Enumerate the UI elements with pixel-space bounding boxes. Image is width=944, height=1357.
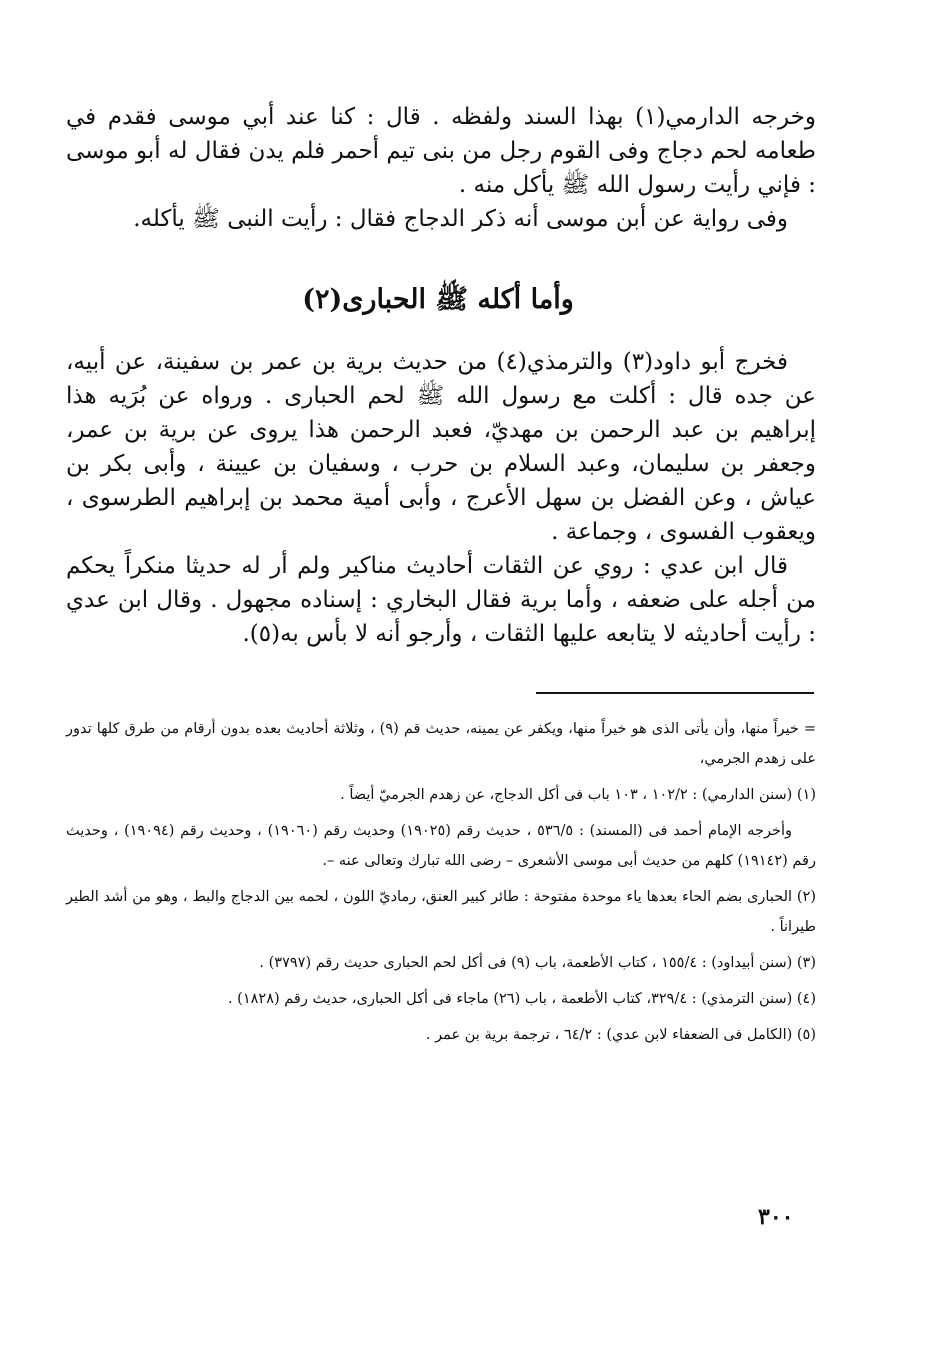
body-paragraph-1: وخرجه الدارمي(١) بهذا السند ولفظه . قال : كنا عند أبي موسى فقدم في طعامه لحم دجاج وفى القوم رجل من بنى تيم أحمر فلم يدن فقال له أبو موسى : فإني رأيت رسول الله ﷺ يأكل منه .	[66, 104, 817, 198]
footnote-separator	[536, 692, 814, 694]
section-heading: وأما أكله ﷺ الحبارى(٢)	[302, 284, 574, 315]
body-paragraph-2: وفى رواية عن أبن موسى أنه ذكر الدجاج فقال : رأيت النبى ﷺ يأكله.	[133, 206, 788, 232]
page-number: ٣٠٠	[758, 1204, 794, 1230]
body-paragraph-4: قال ابن عدي : روي عن الثقات أحاديث مناكير ولم أر له حديثا منكراً يحكم من أجله على ضعفه ، وأما برية فقال البخاري : إسناده مجهول . وقال ابن عدي : رأيت أحاديثه لا يتابعه عليها الثقات ، وأرجو أنه لا بأس به(٥).	[66, 553, 816, 647]
main-text-block-bottom	[66, 345, 816, 651]
footnote-continued: = خيراً منها، وأن يأتى الذى هو خيراً منها، ويكفر عن يمينه، حديث قم (٩) ، وثلاثة أحاديث بعده بدون أرقام من طرق كلها تدور على زهدم الجرمي،	[66, 721, 816, 767]
body-paragraph-3: فخرج أبو داود(٣) والترمذي(٤) من حديث برية بن عمر بن سفينة، عن أبيه، عن جده قال : أكلت مع رسول الله ﷺ لحم الحبارى . ورواه عن بُرَيه هذا إبراهيم بن عبد الرحمن بن مهديّ، فعبد الرحمن هذا يروى عن برية بن عمر، وجعفر بن سليمان، وعبد السلام بن حرب ، وسفيان بن عيينة ، وأبى بكر بن عياش ، وعن الفضل بن سهل الأعرج ، وأبى أمية محمد بن إبراهيم الطرسوى ، ويعقوب الفسوى ، وجماعة .	[66, 349, 816, 545]
footnote-4: (٤) (سنن الترمذي) : ٣٢٩/٤، كتاب الأطعمة ، باب (٢٦) ماجاء فى أكل الحبارى، حديث رقم (١٨٢٨) .	[227, 991, 816, 1007]
footnote-2: (٢) الحبارى بضم الحاء بعدها ياء موحدة مفتوحة : طائر كبير العنق، رماديّ اللون ، لحمه بين الدجاج والبط ، وهو من أشد الطير طيراناً .	[66, 889, 816, 935]
main-text-block-top	[66, 100, 816, 236]
footnote-1-extra: وأخرجه الإمام أحمد فى (المسند) : ٥٣٦/٥ ، حديث رقم (١٩٠٢٥) وحديث رقم (١٩٠٦٠) ، وحديث رقم (١٩٠٩٤) ، وحديث رقم (١٩١٤٢) كلهم من حديث أبى موسى الأشعرى – رضى الله تبارك وتعالى عنه –.	[66, 823, 816, 869]
footnote-1: (١) (سنن الدارمي) : ١٠٢/٢ ، ١٠٣ باب فى أكل الدجاج، عن زهدم الجرميّ أيضاً .	[340, 787, 816, 803]
footnote-5: (٥) (الكامل فى الضعفاء لابن عدي) : ٦٤/٢ ، ترجمة برية بن عمر .	[425, 1027, 816, 1043]
footnote-3: (٣) (سنن أبيداود) : ١٥٥/٤ ، كتاب الأطعمة، باب (٩) فى أكل لحم الحبارى حديث رقم (٣٧٩٧) .	[259, 955, 816, 971]
footnotes	[66, 714, 816, 1056]
